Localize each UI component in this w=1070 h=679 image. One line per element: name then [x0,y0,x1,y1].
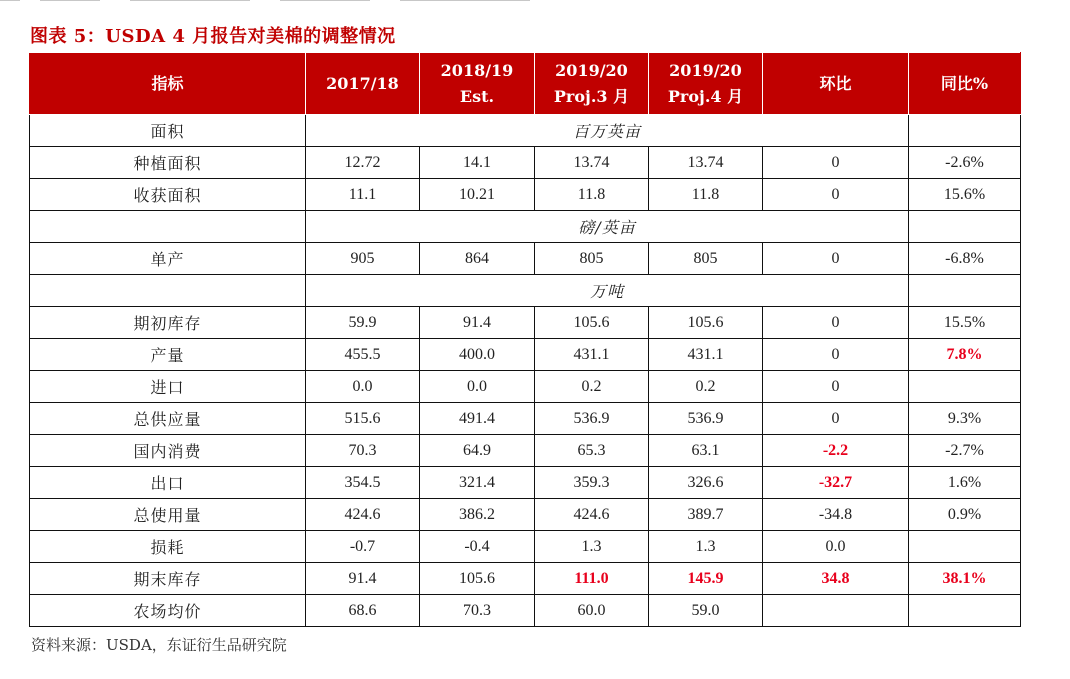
value-cell: 321.4 [420,467,535,499]
table-row [30,339,1021,371]
value-cell: 63.1 [649,435,763,467]
unit-row [30,115,1021,147]
value-cell: 34.8 [763,563,909,595]
table-row [30,403,1021,435]
value-cell: -0.7 [306,531,420,563]
header-cell [306,53,420,115]
value-cell: 424.6 [535,499,649,531]
value-cell: 326.6 [649,467,763,499]
cropped-previous-text [0,0,1070,6]
header-line: 环比 [819,73,852,93]
value-cell: 536.9 [649,403,763,435]
value-cell: 905 [306,243,420,275]
row-label: 产量 [30,339,306,371]
value-cell: 9.3% [909,403,1021,435]
value-cell: 14.1 [420,147,535,179]
unit-label: 磅/英亩 [306,211,909,243]
unit-row [30,211,1021,243]
value-cell: 1.3 [535,531,649,563]
value-cell: 864 [420,243,535,275]
value-cell: -34.8 [763,499,909,531]
value-cell: 400.0 [420,339,535,371]
value-cell: 111.0 [535,563,649,595]
value-cell: 7.8% [909,339,1021,371]
empty-cell [909,275,1021,307]
value-cell: 0 [763,243,909,275]
header-line: 2018/19 [440,60,514,80]
value-cell: 359.3 [535,467,649,499]
value-cell: 0.0 [306,371,420,403]
row-label: 农场均价 [30,595,306,627]
value-cell: 91.4 [306,563,420,595]
value-cell: 12.72 [306,147,420,179]
value-cell: 0 [763,147,909,179]
header-cell [649,53,763,115]
row-label: 期初库存 [30,307,306,339]
value-cell: 536.9 [535,403,649,435]
header-cell [763,53,909,115]
value-cell: 455.5 [306,339,420,371]
header-row [30,53,1021,115]
value-cell: -2.6% [909,147,1021,179]
table-body [30,115,1021,627]
table-row [30,467,1021,499]
value-cell: 91.4 [420,307,535,339]
row-label: 总供应量 [30,403,306,435]
value-cell: 389.7 [649,499,763,531]
header-line: 同比% [940,73,989,93]
value-cell: -32.7 [763,467,909,499]
value-cell: 0 [763,371,909,403]
value-cell: 59.0 [649,595,763,627]
value-cell: 65.3 [535,435,649,467]
empty-cell [909,115,1021,147]
value-cell [909,531,1021,563]
source-note: 资料来源：USDA，东证衍生品研究院 [31,636,287,654]
value-cell [909,595,1021,627]
unit-row [30,275,1021,307]
row-label: 国内消费 [30,435,306,467]
header-cell [535,53,649,115]
value-cell: 431.1 [535,339,649,371]
header-line: Est. [459,86,495,106]
header-cell [909,53,1021,115]
value-cell: -0.4 [420,531,535,563]
value-cell: 0.2 [649,371,763,403]
value-cell: 70.3 [420,595,535,627]
header-line: Proj.3 月 [553,86,630,106]
value-cell: 1.6% [909,467,1021,499]
header-line: 2019/20 [669,60,742,80]
value-cell: 0 [763,179,909,211]
value-cell: 59.9 [306,307,420,339]
header-line: 2019/20 [555,60,628,80]
header-line: 2017/18 [326,73,399,93]
value-cell: 805 [535,243,649,275]
value-cell: -2.2 [763,435,909,467]
value-cell: 11.1 [306,179,420,211]
value-cell: 60.0 [535,595,649,627]
value-cell: 15.5% [909,307,1021,339]
value-cell: 386.2 [420,499,535,531]
table-row [30,435,1021,467]
table-row [30,147,1021,179]
value-cell: 424.6 [306,499,420,531]
row-label: 种植面积 [30,147,306,179]
table-row [30,499,1021,531]
row-label: 损耗 [30,531,306,563]
value-cell: 354.5 [306,467,420,499]
row-label: 期末库存 [30,563,306,595]
unit-label: 百万英亩 [306,115,909,147]
value-cell: 0.0 [763,531,909,563]
value-cell: 105.6 [535,307,649,339]
row-label: 面积 [30,115,306,147]
value-cell: 64.9 [420,435,535,467]
value-cell: -2.7% [909,435,1021,467]
table-row [30,243,1021,275]
value-cell: 38.1% [909,563,1021,595]
value-cell: 145.9 [649,563,763,595]
table-row [30,307,1021,339]
header-cell [30,53,306,115]
value-cell: 0.0 [420,371,535,403]
value-cell: 805 [649,243,763,275]
value-cell: 11.8 [535,179,649,211]
row-label [30,275,306,307]
table-row [30,563,1021,595]
cotton-adjustment-table [29,52,1021,627]
row-label: 出口 [30,467,306,499]
row-label: 总使用量 [30,499,306,531]
table-row [30,531,1021,563]
value-cell: 70.3 [306,435,420,467]
table-row [30,179,1021,211]
unit-label: 万吨 [306,275,909,307]
value-cell: 68.6 [306,595,420,627]
value-cell: 0 [763,403,909,435]
value-cell: -6.8% [909,243,1021,275]
row-label: 单产 [30,243,306,275]
value-cell [763,595,909,627]
figure-title: 图表 5：USDA 4 月报告对美棉的调整情况 [30,26,396,47]
header-cell [420,53,535,115]
value-cell: 105.6 [649,307,763,339]
row-label [30,211,306,243]
value-cell: 491.4 [420,403,535,435]
value-cell: 13.74 [535,147,649,179]
value-cell: 431.1 [649,339,763,371]
value-cell [909,371,1021,403]
table-row [30,371,1021,403]
row-label: 进口 [30,371,306,403]
row-label: 收获面积 [30,179,306,211]
table-row [30,595,1021,627]
value-cell: 1.3 [649,531,763,563]
header-line: 指标 [151,73,184,93]
value-cell: 11.8 [649,179,763,211]
value-cell: 0.2 [535,371,649,403]
header-line: Proj.4 月 [667,86,744,106]
value-cell: 515.6 [306,403,420,435]
value-cell: 0.9% [909,499,1021,531]
value-cell: 105.6 [420,563,535,595]
empty-cell [909,211,1021,243]
value-cell: 15.6% [909,179,1021,211]
value-cell: 13.74 [649,147,763,179]
value-cell: 0 [763,307,909,339]
value-cell: 10.21 [420,179,535,211]
value-cell: 0 [763,339,909,371]
